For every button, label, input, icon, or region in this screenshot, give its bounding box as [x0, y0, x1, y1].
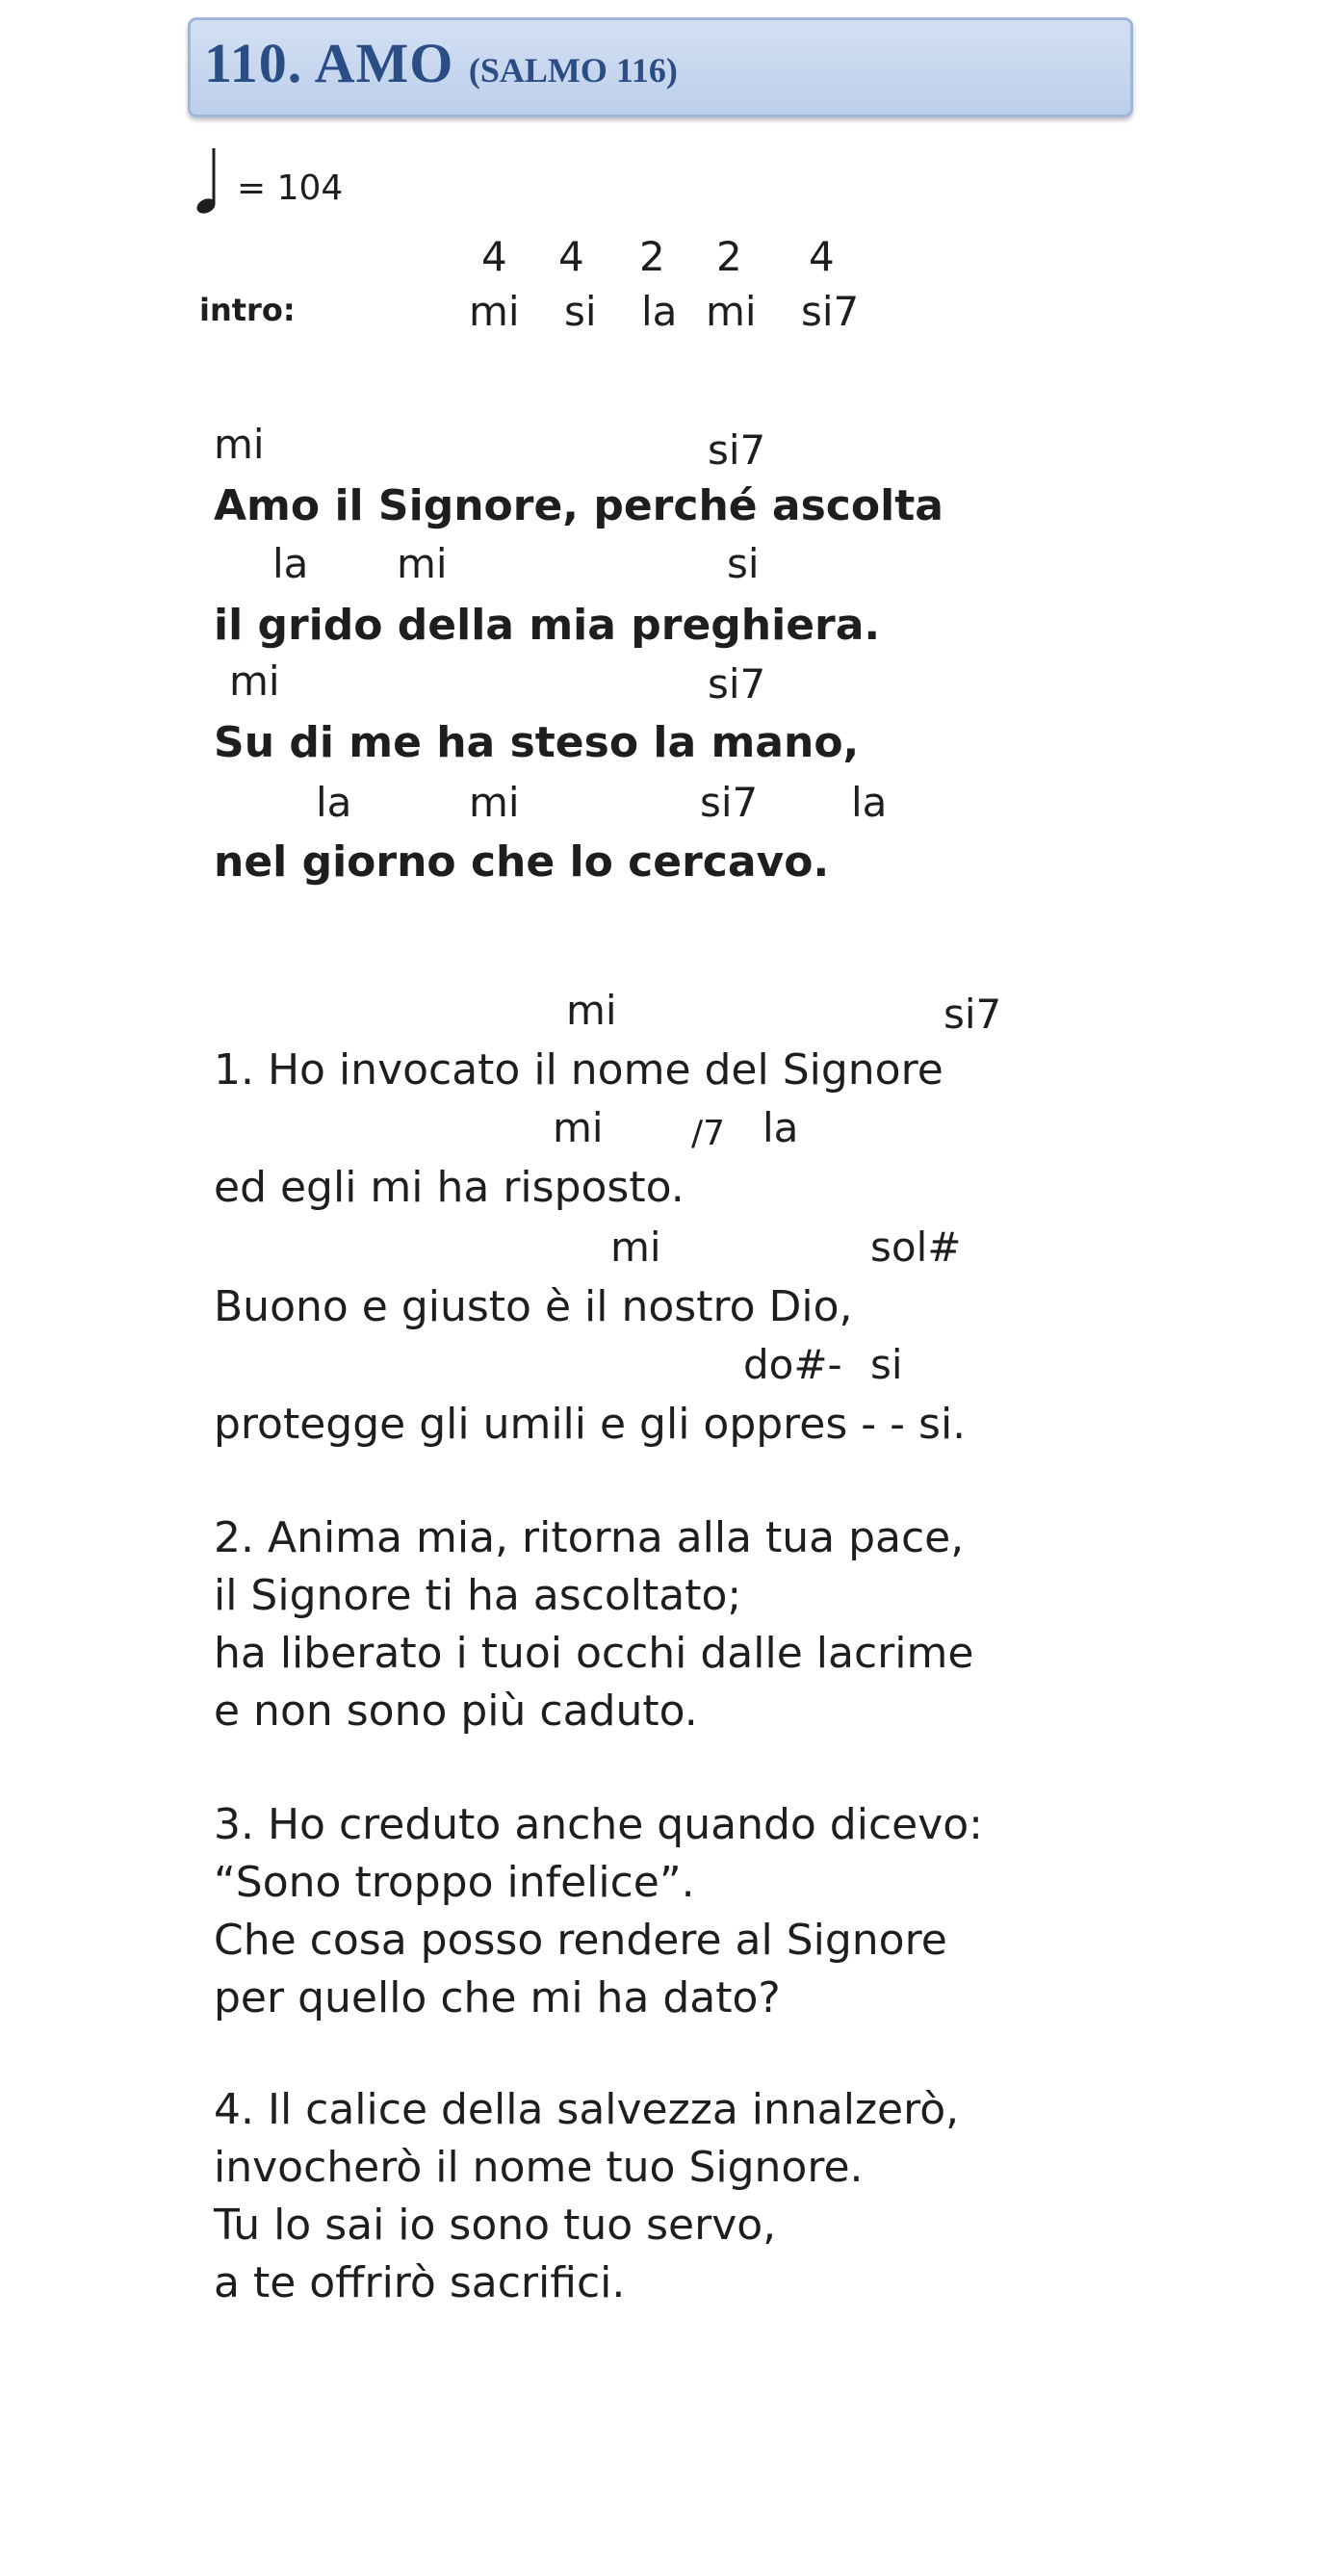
verse1-chord: mi — [553, 1104, 604, 1151]
refrain-chord: si — [727, 540, 760, 587]
song-subtitle: (SALMO 116) — [468, 51, 678, 90]
refrain-line: Amo il Signore, perché ascolta — [214, 481, 943, 530]
verse2 — [214, 1509, 973, 1740]
verse3-line: 3. Ho creduto anche quando dicevo: — [214, 1800, 984, 1849]
intro-chord: si — [564, 288, 597, 335]
refrain-chord: mi — [214, 421, 265, 468]
verse1-chord: la — [762, 1104, 799, 1151]
verse3 — [214, 1796, 983, 2027]
song-title — [204, 27, 678, 107]
intro-beat: 2 — [639, 233, 665, 280]
verse2-line: e non sono più caduto. — [214, 1687, 698, 1736]
verse1-chord: do#- — [743, 1341, 842, 1388]
verse2-line: 2. Anima mia, ritorna alla tua pace, — [214, 1513, 965, 1562]
verse4 — [214, 2081, 959, 2312]
refrain-chord: la — [316, 779, 352, 826]
refrain-chord: si7 — [700, 779, 759, 826]
intro-beat: 4 — [558, 233, 584, 280]
verse1-chord: mi — [566, 987, 617, 1034]
refrain-chord: la — [851, 779, 888, 826]
verse2-line: ha liberato i tuoi occhi dalle lacrime — [214, 1629, 974, 1678]
refrain-chord: mi — [469, 779, 520, 826]
intro-beat: 4 — [809, 233, 835, 280]
refrain-chord: si7 — [708, 426, 766, 474]
refrain-chord: mi — [397, 540, 448, 587]
verse3-line: Che cosa posso rendere al Signore — [214, 1916, 947, 1965]
verse1-line: Buono e giusto è il nostro Dio, — [214, 1282, 853, 1331]
verse4-line: Tu lo sai io sono tuo servo, — [214, 2201, 777, 2250]
verse4-line: 4. Il calice della salvezza innalzerò, — [214, 2085, 960, 2134]
refrain-line: nel giorno che lo cercavo. — [214, 837, 830, 887]
verse2-line: il Signore ti ha ascoltato; — [214, 1571, 742, 1620]
refrain-chord: mi — [229, 657, 280, 705]
verse4-line: invocherò il nome tuo Signore. — [214, 2143, 864, 2192]
intro-chord: si7 — [801, 288, 860, 335]
intro-beat: 4 — [481, 233, 507, 280]
intro-label: intro: — [199, 292, 296, 328]
verse1-line: 1. Ho invocato il nome del Signore — [214, 1045, 943, 1095]
verse1-chord: sol# — [870, 1224, 962, 1271]
refrain-line: Su di me ha steso la mano, — [214, 718, 860, 767]
intro-chord: mi — [706, 288, 757, 335]
intro-beat: 2 — [716, 233, 742, 280]
verse4-line: a te offrirò sacrifici. — [214, 2258, 626, 2307]
song-number-name: 110. AMO — [204, 32, 454, 94]
verse3-line: per quello che mi ha dato? — [214, 1973, 781, 2022]
verse1-line: protegge gli umili e gli oppres - - si. — [214, 1400, 967, 1449]
quarter-note-icon — [196, 146, 218, 216]
refrain-chord: la — [272, 540, 309, 587]
verse1-chord: si — [870, 1341, 903, 1388]
tempo-text: = 104 — [237, 168, 344, 208]
refrain-chord: si7 — [708, 660, 766, 708]
refrain-line: il grido della mia preghiera. — [214, 601, 881, 650]
verse1-line: ed egli mi ha risposto. — [214, 1163, 685, 1212]
verse3-line: “Sono troppo infelice”. — [214, 1858, 695, 1907]
verse1-chord: si7 — [943, 991, 1002, 1038]
verse1-chord: /7 — [691, 1114, 726, 1153]
intro-chord: la — [641, 288, 678, 335]
intro-chord: mi — [469, 288, 520, 335]
verse1-chord: mi — [610, 1224, 661, 1271]
